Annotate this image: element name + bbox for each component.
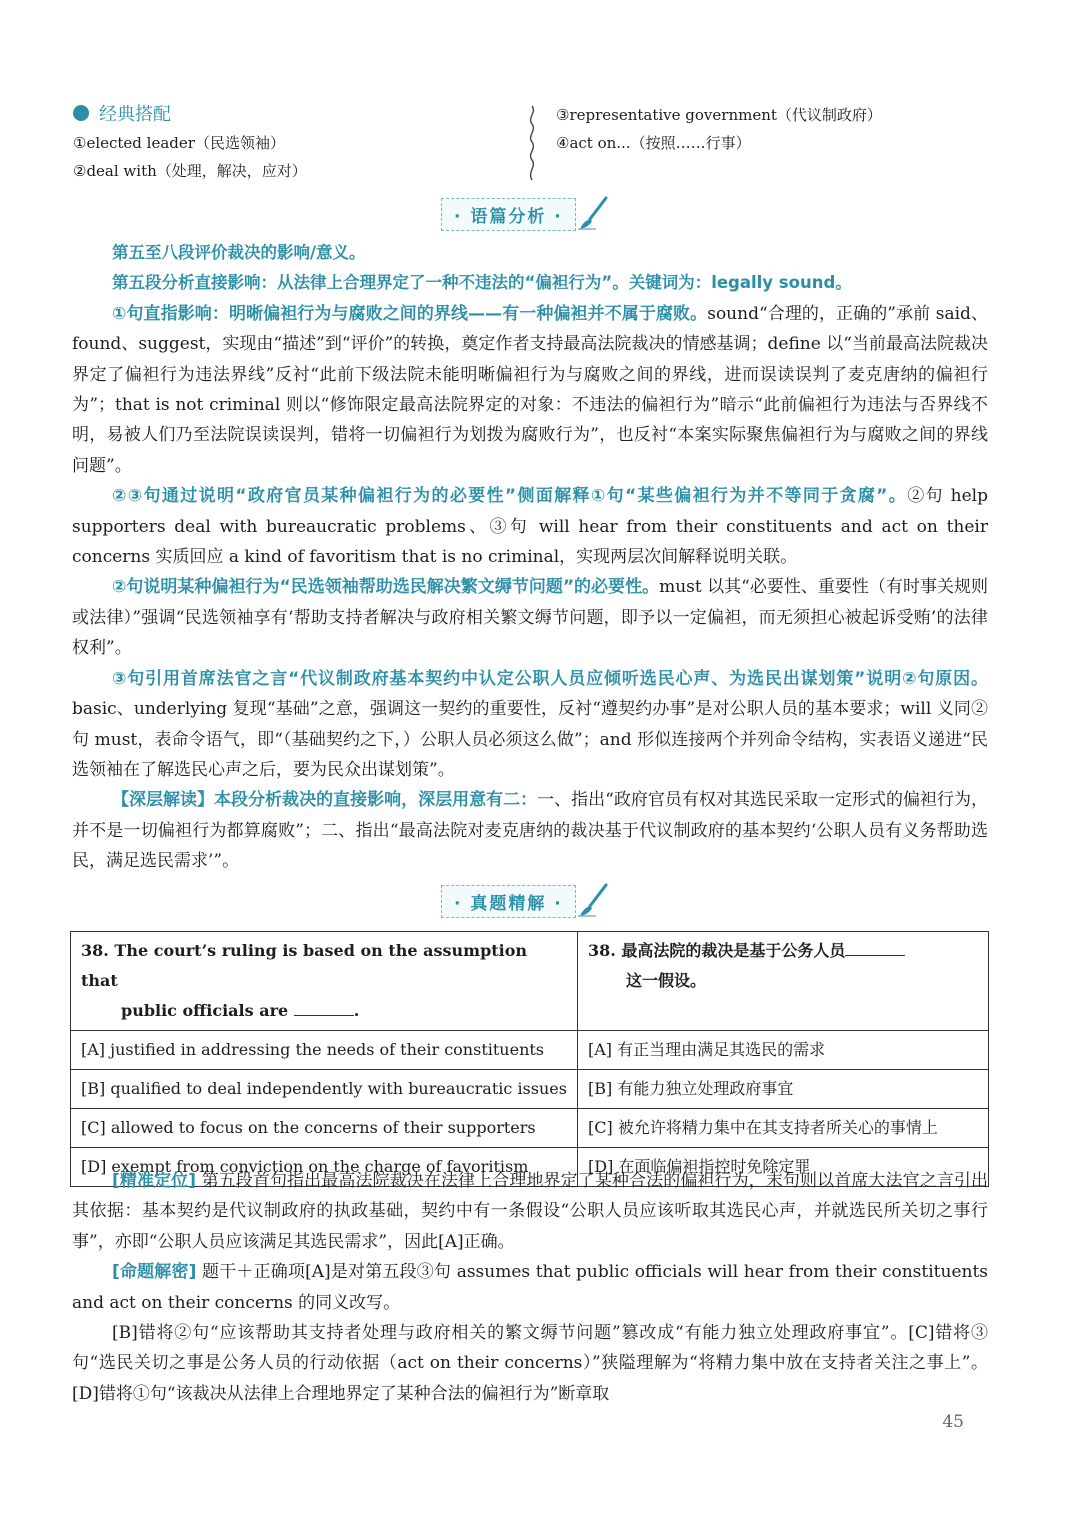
question-title-en	[71, 932, 578, 1031]
option-en: [D] exempt from conviction on the charge of favoritism	[71, 1148, 578, 1187]
option-zh: [A] 有正当理由满足其选民的需求	[578, 1031, 989, 1070]
analysis-p6-head: ③句引用首席法官之言“代议制政府基本契约中认定公职人员应倾听选民心声、为选民出谋划策”说明②句原因。	[112, 668, 988, 689]
analysis-p4-body: ②句 help supporters deal with bureaucratic problems、③句 will hear from their constituents and act on their concerns 实质回应 a kind of favoritism that is no criminal，实现两层次间解释说明关联。	[72, 486, 989, 568]
vocab-item-2: ②deal with（处理，解决，应对）	[73, 162, 307, 180]
explanation-text	[72, 1166, 988, 1409]
question-title-en-c: .	[353, 1001, 360, 1020]
analysis-p7-body: 一、指出“政府官员有权对其选民采取一定形式的偏袒行为，并不是一切偏袒行为都算腐败”；二、指出“最高法院对麦克唐纳的裁决基于代议制政府的基本契约‘公职人员有义务帮助选民，满足选民需求’”。	[72, 790, 988, 872]
analysis-p3	[72, 299, 988, 481]
section-title-analysis: · 语篇分析 ·	[441, 198, 576, 231]
brush-icon	[576, 882, 612, 918]
analysis-p3-body: sound“合理的，正确的”承前 said、found、suggest，实现由“描述”到“评价”的转换，奠定作者支持最高法院裁决的情感基调；define 以“当前最高法院裁决界定了偏袒行为违法界线”反衬“此前下级法院未能明晰偏袒行为与腐败之间的界线，进而误读误判了麦克唐纳的偏袒行为”；that is not criminal 则以“修饰限定最高法院界定的对象：不违法的偏袒行为”暗示“此前偏袒行为违法与否界线不明，易被人们乃至法院误读误判，错将一切偏袒行为划拨为腐败行为”，也反衬“本案实际聚焦偏袒行为与腐败之间的界线问题”。	[72, 303, 988, 476]
analysis-p5-head: ②句说明某种偏袒行为“民选领袖帮助选民解决繁文缛节问题”的必要性。	[112, 577, 660, 598]
brush-icon	[576, 195, 612, 231]
page-number: 45	[942, 1412, 964, 1432]
analysis-text	[72, 238, 988, 877]
bullet-dot-icon	[73, 105, 89, 121]
option-row-b	[71, 1070, 989, 1109]
explanation-p2	[72, 1257, 988, 1318]
vocab-item-1: ①elected leader（民选领袖）	[73, 134, 285, 152]
section-banner-questions	[441, 882, 612, 918]
question-title-zh-a: 38. 最高法院的裁决是基于公务人员	[588, 941, 846, 960]
explanation-p1-head: [精准定位]	[112, 1171, 197, 1191]
answer-blank	[845, 939, 905, 956]
wavy-divider-icon	[525, 104, 539, 182]
analysis-p5	[72, 572, 988, 663]
analysis-p4	[72, 481, 988, 572]
option-zh: [C] 被允许将精力集中在其支持者所关心的事情上	[578, 1109, 989, 1148]
option-row-c	[71, 1109, 989, 1148]
analysis-p5-body: must 以其“必要性、重要性（有时事关规则或法律）”强调“民选领袖享有‘帮助支持者解决与政府相关繁文缛节问题，即予以一定偏袒，而无须担心被起诉受贿’的法律权利”。	[72, 577, 988, 659]
option-zh: [D] 在面临偏袒指控时免除定罪	[578, 1148, 989, 1187]
option-en: [B] qualified to deal independently with bureaucratic issues	[71, 1070, 578, 1109]
explanation-p1	[72, 1166, 988, 1257]
vocab-title: 经典搭配	[99, 104, 171, 125]
option-en: [C] allowed to focus on the concerns of their supporters	[71, 1109, 578, 1148]
vocab-item-3: ③representative government（代议制政府）	[556, 106, 882, 124]
explanation-p2-head: [命题解密]	[112, 1262, 197, 1283]
analysis-p7	[72, 785, 988, 876]
analysis-p4-head: ②③句通过说明“政府官员某种偏袒行为的必要性”侧面解释①句“某些偏袒行为并不等同于贪腐”。	[112, 486, 908, 507]
option-row-a	[71, 1031, 989, 1070]
analysis-p6	[72, 664, 988, 786]
analysis-p2: 第五段分析直接影响：从法律上合理界定了一种不违法的“偏袒行为”。关键词为：legally sound。	[112, 273, 852, 293]
section-title-questions: · 真题精解 ·	[441, 885, 576, 918]
answer-blank	[294, 999, 354, 1016]
analysis-p6-body: basic、underlying 复现“基础”之意，强调这一契约的重要性，反衬“遵契约办事”是对公职人员的基本要求；will 义同②句 must，表命令语气，即“（基础契约之下，）公职人员必须这么做”；and 形似连接两个并列命令结构，实表语义递进“民选领袖在了解选民心声之后，要为民众出谋划策”。	[72, 699, 988, 780]
option-en: [A] justified in addressing the needs of their constituents	[71, 1031, 578, 1070]
explanation-p1-body: 第五段首句指出最高法院裁决在法律上合理地界定了某种合法的偏袒行为，末句则以首席大法官之言引出其依据：基本契约是代议制政府的执政基础，契约中有一条假设“公职人员应该听取其选民心声，并就选民所关切之事行事”，亦即“公职人员应该满足其选民需求”，因此[A]正确。	[72, 1171, 989, 1252]
explanation-p2-body: 题干＋正确项[A]是对第五段③句 assumes that public officials will hear from their constituents and act on their concerns 的同义改写。	[72, 1262, 989, 1313]
explanation-p3: [B]错将②句“应该帮助其支持者处理与政府相关的繁文缛节问题”篡改成“有能力独立处理政府事宜”。[C]错将③句“选民关切之事是公务人员的行动依据（act on their concerns）”狭隘理解为“将精力集中放在支持者关注之事上”。[D]错将①句“该裁决从法律上合理地界定了某种合法的偏袒行为”断章取	[72, 1323, 988, 1404]
analysis-p3-head: ①句直指影响：明晰偏袒行为与腐败之间的界线——有一种偏袒并不属于腐败。	[112, 303, 708, 324]
vocab-item-4: ④act on...（按照……行事）	[556, 134, 751, 152]
question-title-en-a: 38. The court’s ruling is based on the assumption that	[81, 941, 528, 990]
option-zh: [B] 有能力独立处理政府事宜	[578, 1070, 989, 1109]
question-title-en-b: public officials are	[121, 1001, 289, 1020]
analysis-p1: 第五至八段评价裁决的影响/意义。	[112, 243, 366, 262]
vocab-header	[73, 100, 171, 126]
question-table	[70, 931, 989, 1187]
analysis-p7-head: 【深层解读】本段分析裁决的直接影响，深层用意有二：	[112, 790, 538, 811]
question-title-zh-b: 这一假设。	[626, 971, 707, 990]
question-title-row	[71, 932, 989, 1031]
section-banner-analysis	[441, 195, 612, 231]
question-title-zh	[578, 932, 989, 1031]
